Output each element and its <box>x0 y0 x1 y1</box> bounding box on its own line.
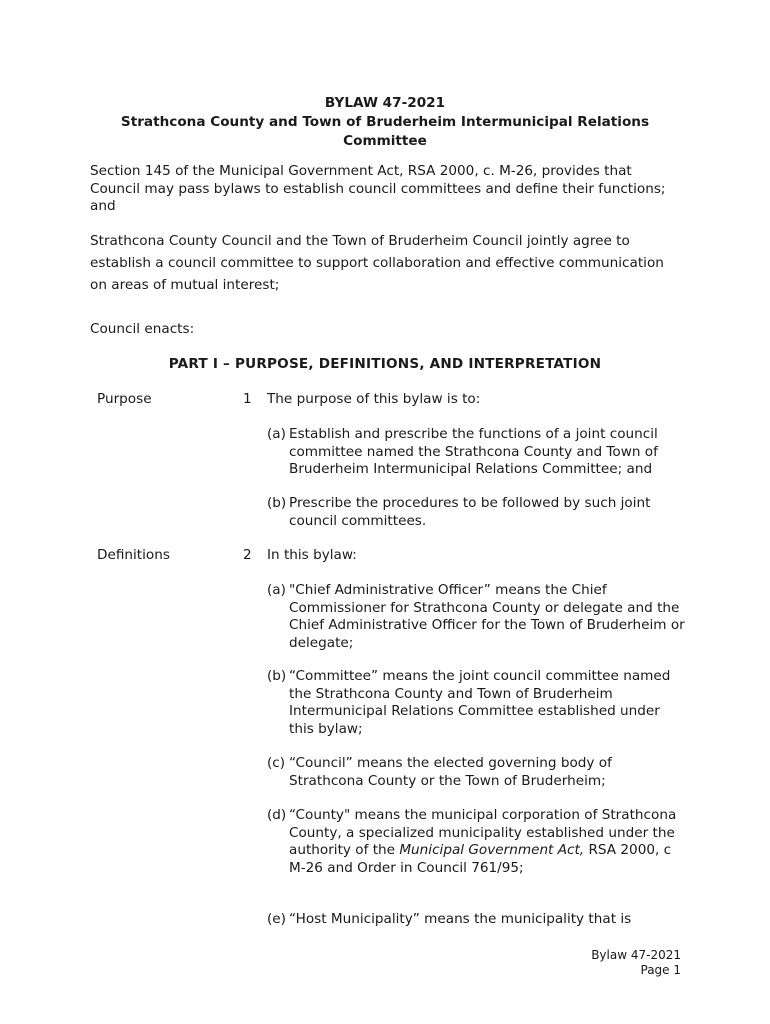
part-1-heading: PART I – PURPOSE, DEFINITIONS, AND INTERPRETATION <box>168 356 602 372</box>
clause-text: “Council” means the elected governing body of Strathcona County or the Town of Bruderheim; <box>289 755 612 789</box>
clause-text-part-2: RSA 2000, c M-26 and Order in Council 761/95; <box>289 842 672 876</box>
clause-text: Prescribe the procedures to be followed by such joint council committees. <box>289 495 651 529</box>
clause-text <box>289 807 685 877</box>
clause-label: (a) <box>267 426 286 442</box>
title-line-1: BYLAW 47-2021 <box>324 95 446 111</box>
section-1-text: The purpose of this bylaw is to: <box>267 391 481 407</box>
section-1-clause-a <box>267 426 685 479</box>
section-2-clause-d <box>267 807 685 877</box>
clause-label: (c) <box>267 755 286 771</box>
section-2-clause-c <box>267 755 685 790</box>
section-2-text: In this bylaw: <box>267 547 357 563</box>
section-1-margin-label: Purpose <box>97 391 152 407</box>
section-1-clause-b <box>267 495 685 530</box>
title-line-3: Committee <box>343 133 427 149</box>
footer-bylaw-number: Bylaw 47-2021 <box>591 948 681 962</box>
clause-text: “Host Municipality” means the municipality that is <box>289 911 632 927</box>
footer-page-number: Page 1 <box>640 963 681 977</box>
clause-text: Establish and prescribe the functions of a joint council committee named the Strathcona County and Town of Bruderheim Intermunicipal Relations Committee; and <box>289 426 658 477</box>
clause-label: (b) <box>267 495 287 511</box>
act-title-italic: Municipal Government Act, <box>399 842 585 858</box>
preamble-paragraph-1: Section 145 of the Municipal Government Act, RSA 2000, c. M-26, provides that Council may pass bylaws to establish council committees and define their functions; and <box>90 163 666 214</box>
council-enacts: Council enacts: <box>90 321 195 337</box>
clause-label: (d) <box>267 807 287 823</box>
clause-text: "Chief Administrative Officer” means the Chief Commissioner for Strathcona County or delegate and the Chief Administrative Officer for the Town of Bruderheim or delegate; <box>289 582 685 651</box>
bylaw-title <box>90 94 680 151</box>
section-2-clause-e <box>267 911 685 929</box>
section-2-clause-b <box>267 668 685 738</box>
section-2-clause-a <box>267 582 685 652</box>
clause-text: “Committee” means the joint council committee named the Strathcona County and Town of Bruderheim Intermunicipal Relations Committee established under this bylaw; <box>289 668 671 737</box>
preamble-paragraph-2: Strathcona County Council and the Town of Bruderheim Council jointly agree to establish a council committee to support collaboration and effective communication on areas of mutual interest; <box>90 233 664 293</box>
title-line-2: Strathcona County and Town of Bruderheim Intermunicipal Relations <box>120 114 650 130</box>
clause-label: (a) <box>267 582 286 598</box>
clause-label: (e) <box>267 911 286 927</box>
clause-label: (b) <box>267 668 287 684</box>
section-2-number: 2 <box>243 547 252 563</box>
section-2-margin-label: Definitions <box>97 547 170 563</box>
page-footer <box>591 948 681 978</box>
clause-text-part-1: “County" means the municipal corporation of Strathcona County, a specialized municipality established under the authority of the <box>289 807 677 858</box>
section-1-number: 1 <box>243 391 252 407</box>
